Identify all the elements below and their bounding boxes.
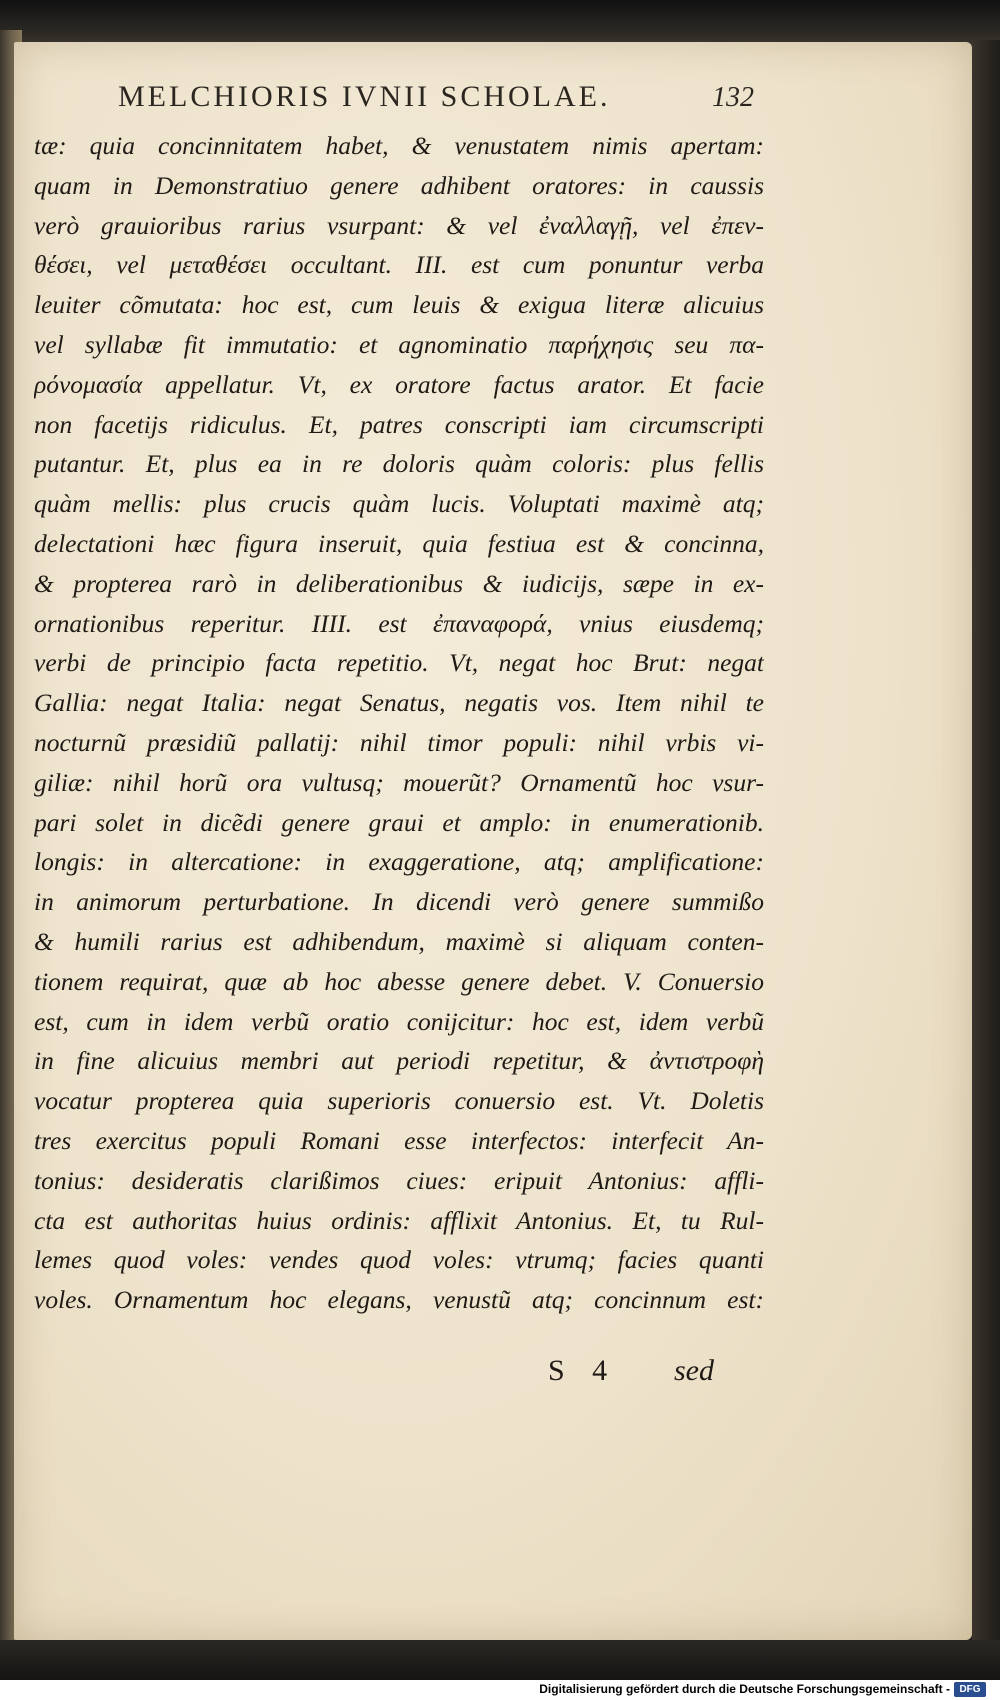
- page-number: 132: [712, 82, 754, 113]
- text-line: putantur. Et, plus ea in re doloris quàm coloris: plus fellis: [34, 449, 764, 479]
- text-line: θέσει, vel μεταθέσει occultant. III. est cum ponuntur verba: [34, 250, 764, 280]
- text-line: quam in Demonstratiuo genere adhibent oratores: in caussis: [34, 170, 764, 200]
- text-line: verbi de principio facta repetitio. Vt, negat hoc Brut: negat: [34, 648, 764, 678]
- text-line: non facetijs ridiculus. Et, patres conscripti iam circumscripti: [34, 409, 764, 439]
- text-line: longis: in altercatione: in exaggeratione, atq; amplificatione:: [34, 847, 764, 877]
- running-title: MELCHIORIS IVNII SCHOLAE.: [118, 80, 611, 113]
- text-line: quàm mellis: plus crucis quàm lucis. Voluptati maximè atq;: [34, 489, 764, 519]
- digitization-credit: Digitalisierung gefördert durch die Deutsche Forschungsgemeinschaft -: [539, 1682, 950, 1696]
- text-line: ornationibus reperitur. IIII. est ἐπαναφορά, vnius eiusdemq;: [34, 608, 764, 638]
- text-line: lemes quod voles: vendes quod voles: vtrumq; facies quanti: [34, 1245, 764, 1275]
- text-line: tionem requirat, quæ ab hoc abesse genere debet. V. Conuersio: [34, 966, 764, 996]
- text-line: leuiter cõmutata: hoc est, cum leuis & exigua literæ alicuius: [34, 290, 764, 320]
- catchword: sed: [674, 1354, 714, 1387]
- text-line: voles. Ornamentum hoc elegans, venustũ atq; concinnum est:: [34, 1285, 764, 1315]
- text-line: vel syllabæ fit immutatio: et agnominatio παρήχησις seu πα-: [34, 329, 764, 359]
- text-line: delectationi hæc figura inseruit, quia festiua est & concinna,: [34, 528, 764, 558]
- text-line: verò grauioribus rarius vsurpant: & vel ἐναλλαγῇ, vel ἐπεν-: [34, 210, 764, 240]
- text-line: pari solet in dicẽdi genere graui et amplo: in enumerationib.: [34, 807, 764, 837]
- text-line: in animorum perturbatione. In dicendi verò genere summißo: [34, 887, 764, 917]
- signature-mark: S 4: [548, 1354, 618, 1387]
- text-line: & propterea rarò in deliberationibus & iudicijs, sæpe in ex-: [34, 568, 764, 598]
- dfg-logo: DFG: [954, 1682, 986, 1697]
- scan-right-edge: [972, 40, 1000, 1640]
- text-line: Gallia: negat Italia: negat Senatus, negatis vos. Item nihil te: [34, 688, 764, 718]
- page-body-text: [34, 126, 764, 1320]
- text-line: ρόνομασία appellatur. Vt, ex oratore factus arator. Et facie: [34, 369, 764, 399]
- text-line: in fine alicuius membri aut periodi repetitur, & ἀντιστροφὴ: [34, 1046, 764, 1076]
- digitization-footer: [0, 1680, 1000, 1700]
- text-line: est, cum in idem verbũ oratio conijcitur: hoc est, idem verbũ: [34, 1006, 764, 1036]
- scan-bottom-edge: [0, 1640, 1000, 1680]
- text-line: tonius: desideratis clarißimos ciues: eripuit Antonius: affli-: [34, 1165, 764, 1195]
- text-line: nocturnũ præsidiũ pallatij: nihil timor populi: nihil vrbis vi-: [34, 727, 764, 757]
- text-line: tæ: quia concinnitatem habet, & venustatem nimis apertam:: [34, 131, 764, 160]
- scan-top-edge: [0, 0, 1000, 46]
- text-line: vocatur propterea quia superioris conuersio est. Vt. Doletis: [34, 1086, 764, 1116]
- text-line: giliæ: nihil horũ ora vultusq; mouerũt? Ornamentũ hoc vsur-: [34, 767, 764, 797]
- text-line: & humili rarius est adhibendum, maximè si aliquam conten-: [34, 926, 764, 956]
- text-line: cta est authoritas huius ordinis: afflixit Antonius. Et, tu Rul-: [34, 1205, 764, 1235]
- text-line: tres exercitus populi Romani esse interfectos: interfecit An-: [34, 1125, 764, 1155]
